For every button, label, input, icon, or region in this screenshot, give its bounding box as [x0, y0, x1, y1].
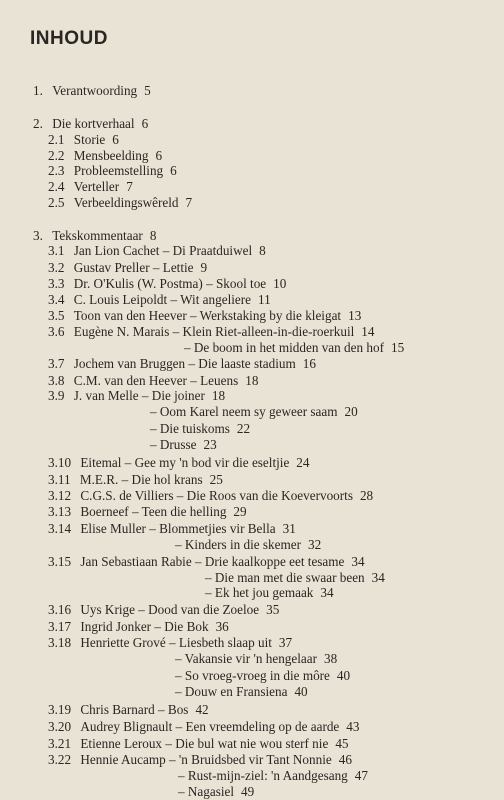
toc-entry-page: 7	[126, 179, 133, 194]
toc-entry	[48, 620, 229, 633]
toc-entry	[48, 753, 352, 766]
toc-entry	[48, 277, 286, 290]
toc-entry-title: Jan Sebastiaan Rabie – Drie kaalkoppe eet tesame	[80, 554, 345, 569]
toc-entry	[48, 636, 292, 649]
toc-entry-number: 3.19	[48, 702, 75, 717]
toc-entry-page: 46	[338, 752, 352, 767]
toc-entry-title: Audrey Blignault – Een vreemdeling op de aarde	[80, 719, 340, 734]
toc-entry-page: 20	[344, 404, 358, 419]
toc-entry-title: Mensbeelding	[73, 148, 149, 163]
toc-entry-number: 3.14	[48, 521, 75, 536]
toc-entry-title: – Oom Karel neem sy geweer saam	[150, 404, 338, 419]
toc-entry-page: 31	[282, 521, 296, 536]
toc-entry	[175, 538, 321, 551]
toc-entry-title: – Die man met die swaar been	[205, 570, 365, 585]
toc-entry	[205, 586, 334, 599]
toc-entry-title: – Kinders in die skemer	[175, 537, 301, 552]
toc-entry	[150, 422, 250, 435]
toc-entry-title: Eugène N. Marais – Klein Riet-alleen-in-die-roerkuil	[73, 324, 355, 339]
toc-entry	[48, 293, 271, 306]
toc-entry-number: 3.2	[48, 260, 68, 275]
toc-entry-number: 2.2	[48, 148, 68, 163]
toc-entry-title: – Drusse	[150, 437, 197, 452]
toc-entry	[48, 522, 296, 535]
toc-entry-page: 11	[258, 292, 271, 307]
toc-entry-page: 29	[233, 504, 247, 519]
toc-entry-title: – Nagasiel	[178, 784, 235, 799]
toc-entry-number: 2.1	[48, 132, 68, 147]
toc-entry	[48, 737, 349, 750]
toc-entry-title: Etienne Leroux – Die bul wat nie wou sterf nie	[80, 736, 329, 751]
toc-entry	[48, 196, 192, 209]
toc-entry-number: 3.7	[48, 356, 68, 371]
toc-entry-page: 8	[259, 243, 266, 258]
toc-entry	[48, 261, 207, 274]
toc-entry	[48, 473, 223, 486]
toc-entry-page: 28	[359, 488, 374, 503]
toc-entry-number: 2.4	[48, 179, 68, 194]
toc-entry-number: 3.17	[48, 619, 75, 634]
toc-entry	[48, 505, 247, 518]
toc-entry	[48, 149, 162, 162]
toc-entry	[48, 456, 309, 469]
toc-entry-page: 15	[390, 340, 405, 355]
toc-entry-title: – Die tuiskoms	[150, 421, 230, 436]
toc-entry-title: – De boom in het midden van den hof	[184, 340, 384, 355]
toc-entry	[178, 769, 368, 782]
toc-entry-number: 3.4	[48, 292, 68, 307]
toc-entry	[48, 325, 374, 338]
toc-entry-number: 2.5	[48, 195, 68, 210]
toc-entry-number: 3.6	[48, 324, 68, 339]
toc-entry-page: 40	[336, 668, 351, 683]
toc-entry-page: 6	[141, 116, 149, 131]
toc-entry	[184, 341, 404, 354]
toc-entry-title: Ingrid Jonker – Die Bok	[80, 619, 209, 634]
toc-entry-number: 3.15	[48, 554, 75, 569]
toc-entry-title: Uys Krige – Dood van die Zoeloe	[80, 602, 260, 617]
toc-entry-page: 5	[144, 83, 151, 98]
toc-entry	[175, 685, 308, 698]
toc-entry-page: 18	[245, 373, 259, 388]
toc-entry-title: – Rust-mijn-ziel: 'n Aandgesang	[178, 768, 348, 783]
toc-entry-page: 22	[236, 421, 251, 436]
toc-entry-page: 24	[296, 455, 310, 470]
toc-entry	[48, 309, 361, 322]
toc-entry-page: 43	[346, 719, 360, 734]
toc-entry-title: – Vakansie vir 'n hengelaar	[175, 651, 318, 666]
toc-entry-number: 3.21	[48, 736, 75, 751]
toc-entry	[48, 603, 279, 616]
toc-entry-page: 45	[335, 736, 349, 751]
toc-entry	[48, 244, 266, 257]
toc-entry-title: C.G.S. de Villiers – Die Roos van die Koevervoorts	[80, 488, 353, 503]
toc-entry	[33, 84, 151, 97]
toc-entry-title: Gustav Preller – Lettie	[73, 260, 194, 275]
toc-entry-number: 3.11	[48, 472, 74, 487]
toc-entry-title: Verantwoording	[52, 83, 138, 98]
toc-entry-page: 49	[241, 784, 255, 799]
toc-entry-number: 1.	[33, 83, 47, 98]
toc-entry	[48, 164, 177, 177]
toc-entry-title: Jan Lion Cachet – Di Praatduiwel	[73, 243, 253, 258]
toc-entry	[48, 555, 365, 568]
toc-entry-page: 8	[149, 228, 157, 243]
toc-entry-page: 25	[209, 472, 223, 487]
toc-entry-number: 3.20	[48, 719, 75, 734]
toc-entry-page: 34	[320, 585, 334, 600]
toc-entry-title: Toon van den Heever – Werkstaking by die kleigat	[73, 308, 342, 323]
toc-entry	[48, 489, 373, 502]
toc-entry-number: 2.	[33, 116, 47, 131]
toc-entry-number: 3.9	[48, 388, 68, 403]
toc-entry-page: 18	[211, 388, 226, 403]
toc-entry-title: C.M. van den Heever – Leuens	[73, 373, 239, 388]
toc-entry-page: 16	[302, 356, 316, 371]
toc-entry-page: 34	[351, 554, 365, 569]
toc-entry-page: 23	[203, 437, 217, 452]
toc-entry-title: – Ek het jou gemaak	[205, 585, 314, 600]
toc-entry-number: 3.5	[48, 308, 68, 323]
toc-entry-title: Tekskommentaar	[52, 228, 143, 243]
toc-entry	[33, 117, 148, 130]
toc-entry-title: – Douw en Fransiena	[175, 684, 288, 699]
toc-entry-page: 37	[278, 635, 293, 650]
toc-entry	[33, 229, 156, 242]
toc-entry-number: 3.3	[48, 276, 68, 291]
toc-entry	[48, 389, 225, 402]
toc-entry-page: 7	[185, 195, 193, 210]
toc-entry	[48, 720, 359, 733]
toc-entry-number: 3.	[33, 228, 47, 243]
toc-entry-number: 3.13	[48, 504, 75, 519]
toc-entry-page: 34	[371, 570, 385, 585]
toc-entry-page: 10	[273, 276, 287, 291]
toc-entry-title: Verteller	[73, 179, 120, 194]
toc-entry	[175, 669, 350, 682]
toc-entry-title: Probleemstelling	[73, 163, 164, 178]
toc-entry-title: Boerneef – Teen die helling	[80, 504, 227, 519]
toc-entry	[205, 571, 385, 584]
toc-entry-title: Henriette Grové – Liesbeth slaap uit	[80, 635, 272, 650]
toc-entry-number: 3.12	[48, 488, 75, 503]
toc-entry-number: 3.22	[48, 752, 75, 767]
toc-entry-page: 38	[324, 651, 338, 666]
toc-entry-number: 3.18	[48, 635, 75, 650]
toc-entry	[48, 133, 119, 146]
toc-entry-title: – So vroeg-vroeg in die môre	[175, 668, 330, 683]
toc-entry	[150, 405, 358, 418]
toc-entry	[178, 785, 254, 798]
toc-entry-number: 3.10	[48, 455, 75, 470]
toc-entry-page: 6	[112, 132, 119, 147]
toc-entry-page: 42	[195, 702, 209, 717]
toc-entry-title: Die kortverhaal	[52, 116, 135, 131]
toc-entry-title: Hennie Aucamp – 'n Bruidsbed vir Tant Nonnie	[80, 752, 332, 767]
toc-entry-page: 36	[215, 619, 229, 634]
toc-entry-number: 3.1	[48, 243, 68, 258]
toc-entry-page: 13	[348, 308, 362, 323]
toc-entry-title: J. van Melle – Die joiner	[73, 388, 205, 403]
toc-entry-title: M.E.R. – Die hol krans	[79, 472, 203, 487]
toc-entry-title: Eitemal – Gee my 'n bod vir die eseltjie	[80, 455, 290, 470]
toc-entry-title: Dr. O'Kulis (W. Postma) – Skool toe	[73, 276, 267, 291]
toc-entry-page: 14	[361, 324, 375, 339]
toc-entry-number: 3.16	[48, 602, 75, 617]
toc-entry-page: 40	[294, 684, 308, 699]
toc-entry-page: 9	[200, 260, 208, 275]
toc-entry-number: 3.8	[48, 373, 68, 388]
toc-entry-page: 32	[307, 537, 322, 552]
toc-entry-page: 47	[354, 768, 368, 783]
toc-entry-title: Storie	[73, 132, 106, 147]
toc-entry-title: C. Louis Leipoldt – Wit angeliere	[73, 292, 252, 307]
toc-entry	[150, 438, 217, 451]
toc-entry	[48, 180, 133, 193]
toc-entry	[175, 652, 337, 665]
toc-entry-page: 6	[170, 163, 177, 178]
toc-entry-number: 2.3	[48, 163, 68, 178]
toc-entry-title: Verbeeldingswêreld	[73, 195, 179, 210]
toc-entry-title: Jochem van Bruggen – Die laaste stadium	[73, 356, 296, 371]
toc-entry	[48, 703, 209, 716]
toc-entry	[48, 374, 258, 387]
page-title: INHOUD	[30, 28, 108, 49]
toc-entry-title: Chris Barnard – Bos	[80, 702, 189, 717]
toc-entry-page: 6	[155, 148, 163, 163]
toc-entry-page: 35	[266, 602, 280, 617]
toc-entry	[48, 357, 316, 370]
toc-entry-title: Elise Muller – Blommetjies vir Bella	[80, 521, 276, 536]
